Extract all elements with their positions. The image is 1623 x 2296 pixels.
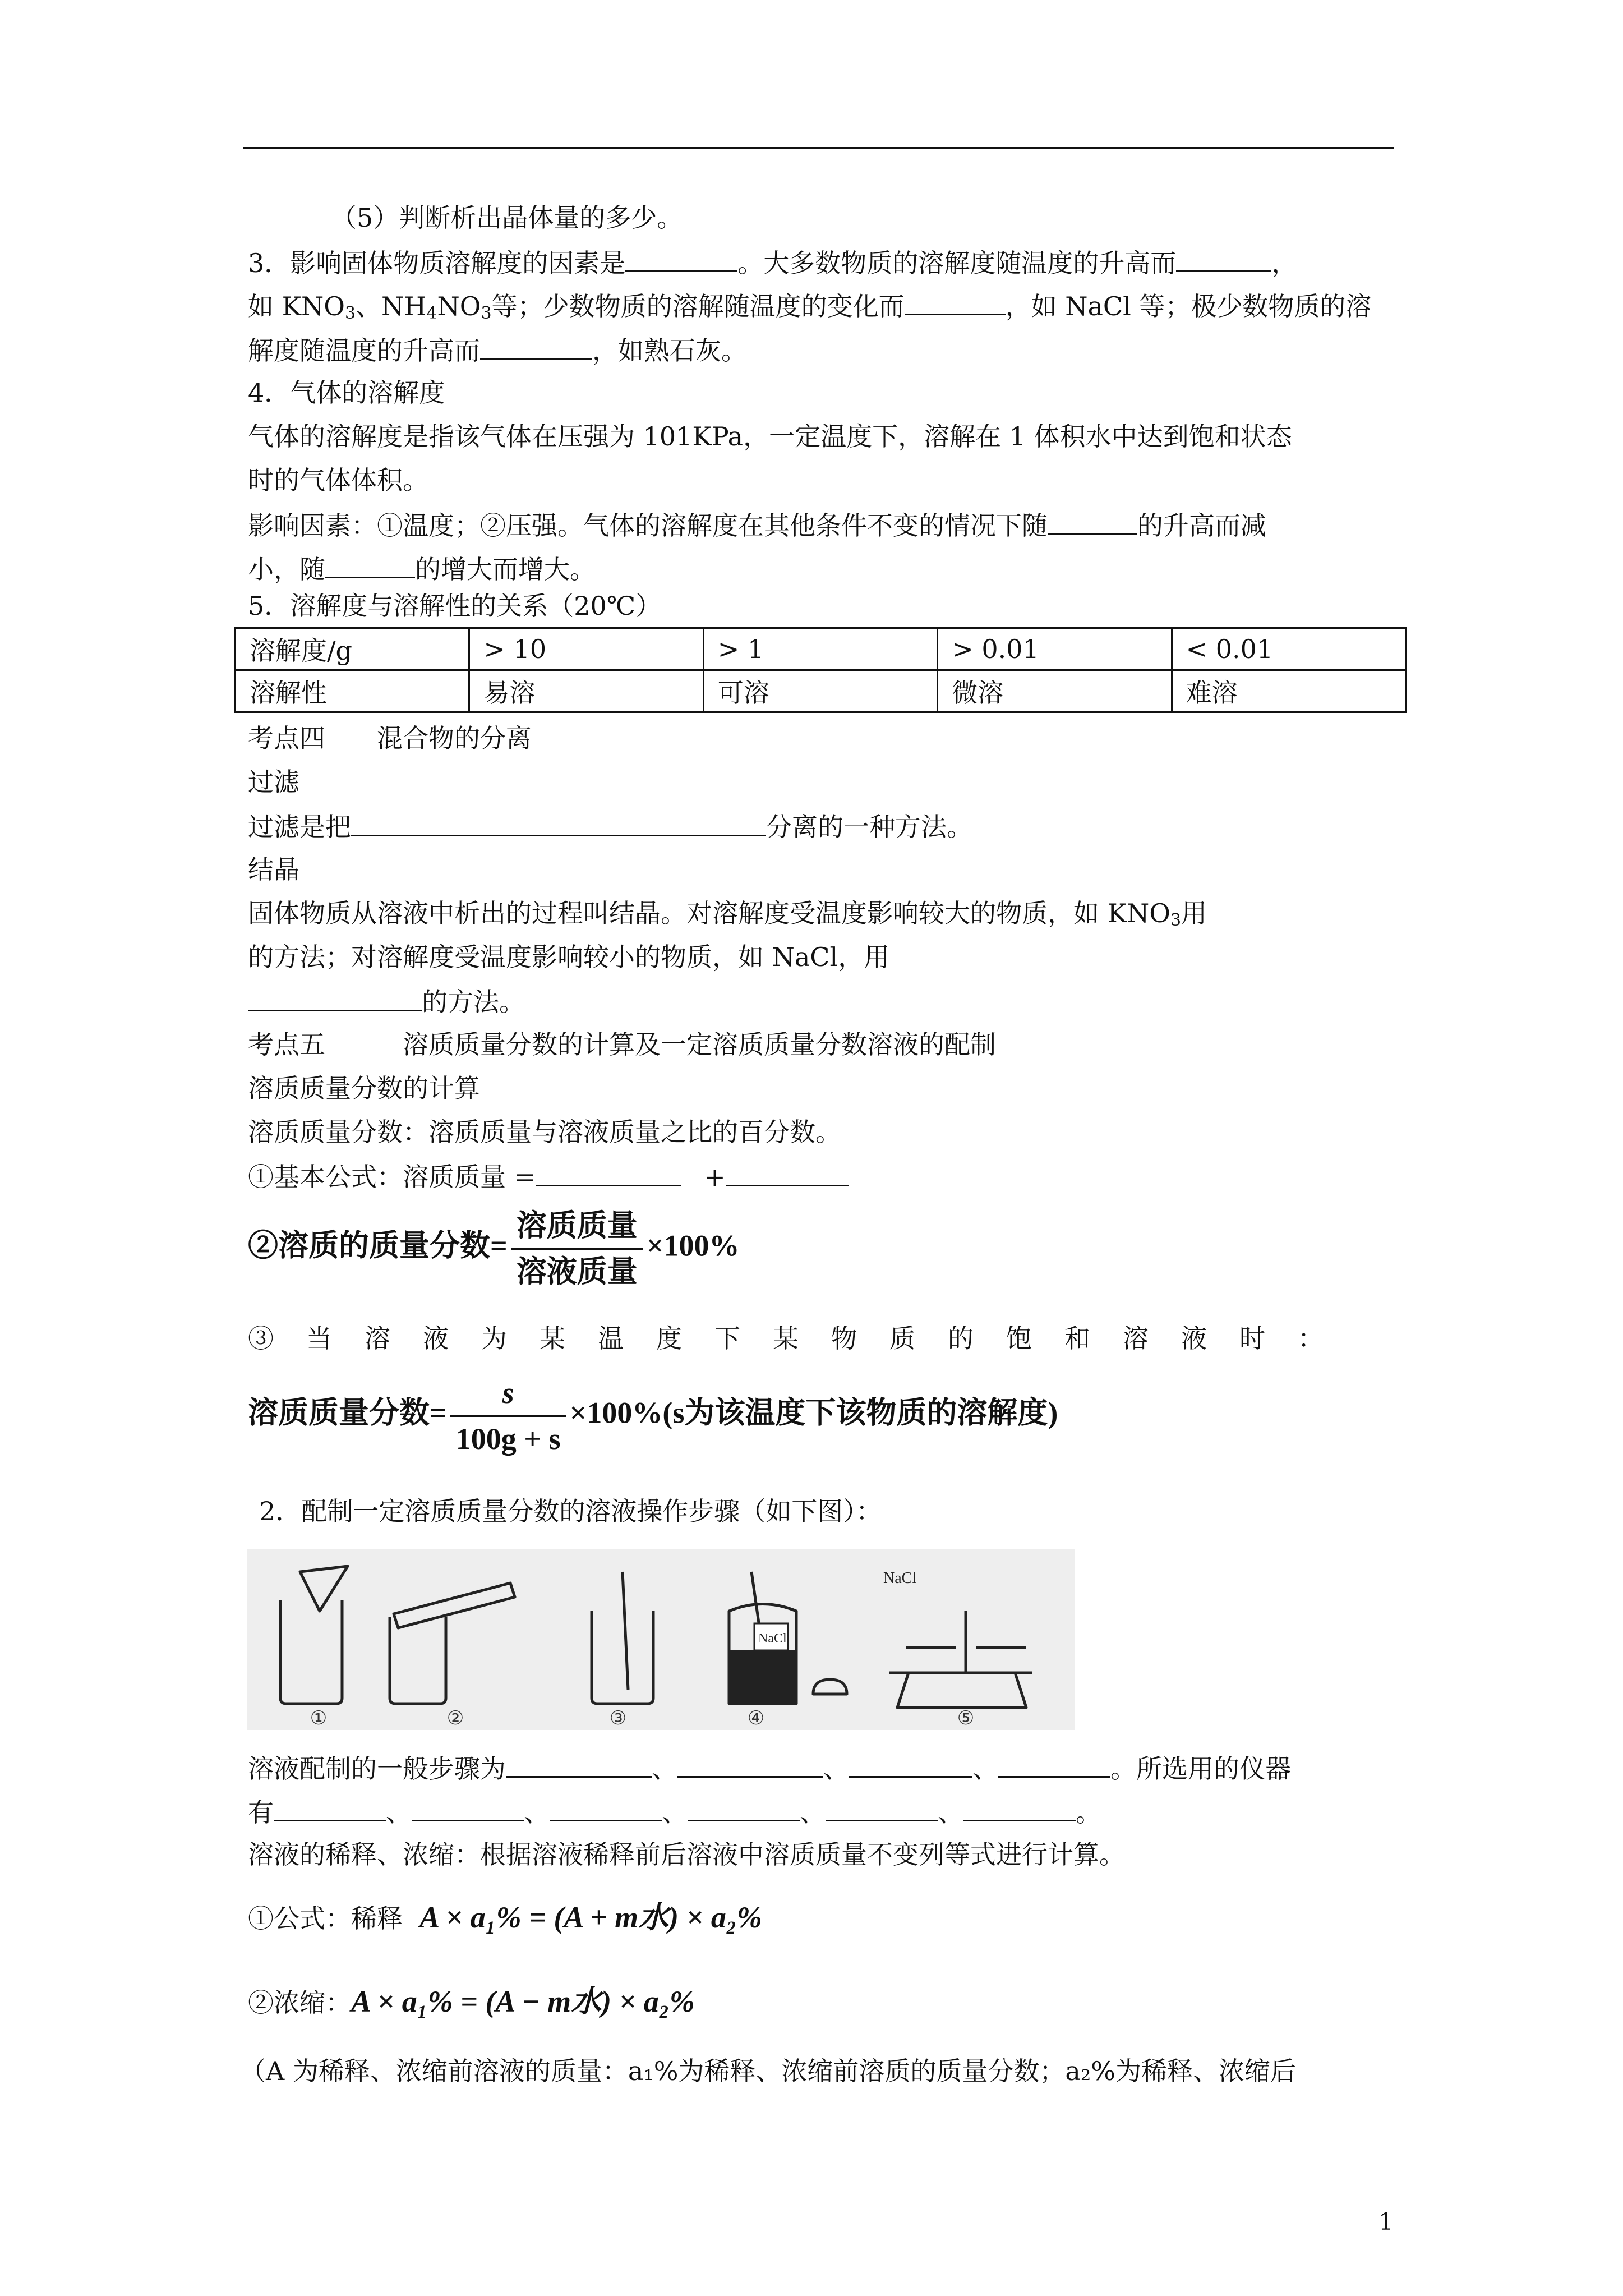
table-cell: > 0.01: [938, 628, 1172, 670]
lab-procedure-figure: [247, 1549, 1075, 1730]
balance-arms: [906, 1611, 1026, 1673]
table-cell: 溶解度/g: [236, 628, 469, 670]
table-cell: > 1: [703, 628, 937, 670]
figure-label-1: ①: [310, 1707, 328, 1729]
k4-cryst-line-1: 固体物质从溶液中析出的过程叫结晶。对溶解度受温度影响较大的物质，如 $KNO_3$用: [248, 898, 1207, 930]
k4-cryst-heading: 结晶: [248, 854, 299, 885]
beaker-2: [390, 1617, 446, 1704]
answer-blank[interactable]: [726, 1160, 849, 1186]
answer-blank[interactable]: [480, 333, 592, 360]
q4-para-2: 影响因素：①温度；②压强。气体的溶解度在其他条件不变的情况下随 的升高而减: [248, 508, 1266, 541]
page-number: 1: [1378, 2208, 1394, 2235]
answer-blank[interactable]: [325, 552, 415, 578]
beaker-3: [592, 1611, 653, 1704]
k4-title: 考点四 混合物的分离: [248, 723, 532, 753]
table-cell: 难溶: [1172, 670, 1405, 712]
answer-blank[interactable]: [1176, 246, 1271, 272]
formula-note: （A 为稀释、浓缩前溶液的质量：a₁%为稀释、浓缩前溶质的质量分数；a₂%为稀释、浓缩后: [240, 2056, 1296, 2086]
item-5: （5）判断析出晶体量的多少。: [331, 203, 683, 233]
answer-blank[interactable]: [826, 1795, 938, 1821]
prep-title: 2．配制一定溶质质量分数的溶液操作步骤（如下图）：: [259, 1496, 882, 1526]
table-row: [236, 670, 1406, 712]
table-cell: 可溶: [703, 670, 937, 712]
answer-blank[interactable]: [963, 1795, 1076, 1821]
beaker-1: [280, 1600, 342, 1704]
answer-blank[interactable]: [998, 1751, 1110, 1778]
fraction: $\frac{s}{100g + s}$: [450, 1373, 566, 1458]
answer-blank[interactable]: [274, 1795, 386, 1821]
k4-filter-heading: 过滤: [248, 767, 299, 797]
table-cell: 易溶: [469, 670, 703, 712]
answer-blank[interactable]: [625, 246, 737, 272]
concentration-formula: ②浓缩：A × a₁% = (A − m水) × a₂%: [248, 1985, 695, 2018]
answer-blank[interactable]: [905, 289, 1006, 315]
figure-label-4: ④: [747, 1707, 765, 1729]
answer-blank[interactable]: [506, 1751, 652, 1778]
table-row: [236, 628, 1406, 670]
scale-label: NaCl: [883, 1570, 917, 1587]
table-cell: < 0.01: [1172, 628, 1405, 670]
k4-filter-line: 过滤是把 分离的一种方法。: [248, 810, 972, 843]
k4-cryst-line-3: 的方法。: [248, 985, 525, 1018]
answer-blank[interactable]: [536, 1160, 681, 1186]
answer-blank[interactable]: [849, 1751, 972, 1778]
prep-instruments-line: 有 、 、 、 、 、 。: [248, 1795, 1101, 1828]
k5-formula-3: 溶质质量分数= $\frac{s}{100g + s}$ ×100%(s为该温度下该物质的溶解度): [248, 1373, 1058, 1458]
procedure-illustration: [247, 1549, 1075, 1730]
k5-formula-2: ②溶质的质量分数= $\frac{\text{溶质质量}}{\text{溶液质量}}$ ×100%: [248, 1206, 740, 1291]
answer-blank[interactable]: [677, 1751, 823, 1778]
answer-blank[interactable]: [248, 985, 422, 1011]
figure-label-2: ②: [446, 1707, 464, 1729]
bottle-label: NaCl: [758, 1631, 787, 1646]
dilution-rule: 溶液的稀释、浓缩：根据溶液稀释前后溶液中溶质质量不变列等式进行计算。: [248, 1839, 1125, 1870]
k5-subtitle: 溶质质量分数的计算: [248, 1073, 480, 1103]
answer-blank[interactable]: [688, 1795, 800, 1821]
k5-formula-3-text: ③ 当 溶 液 为 某 温 度 下 某 物 质 的 饱 和 溶 液 时 ：: [248, 1323, 1327, 1354]
glass-rod: [623, 1572, 628, 1690]
figure-label-3: ③: [609, 1707, 627, 1729]
paper-funnel: [300, 1566, 348, 1611]
k5-formula-1: ①基本公式：溶质质量 = +: [248, 1160, 849, 1193]
answer-blank[interactable]: [1048, 508, 1137, 535]
q3-line-3: 解度随温度的升高而 ，如熟石灰。: [248, 333, 747, 366]
q3-line-2: 如 $KNO_3$、$NH_4NO_3$等；少数物质的溶解随温度的变化而 ，如 NaCl 等；极少数物质的溶: [248, 289, 1371, 322]
header-rule: [243, 147, 1394, 149]
solubility-table: [234, 627, 1407, 713]
q4-para-1a: 气体的溶解度是指该气体在压强为 101KPa，一定温度下，溶解在 1 体积水中达到饱和状态: [248, 421, 1292, 452]
answer-blank[interactable]: [412, 1795, 524, 1821]
table-cell: 溶解性: [236, 670, 469, 712]
k5-definition: 溶质质量分数：溶质质量与溶液质量之比的百分数。: [248, 1117, 841, 1147]
bottle-stopper: [813, 1680, 847, 1694]
k5-title: 考点五 溶质质量分数的计算及一定溶质质量分数溶液的配制: [248, 1029, 996, 1060]
table-cell: 微溶: [938, 670, 1172, 712]
answer-blank[interactable]: [351, 810, 766, 836]
q4-para-3: 小，随 的增大而增大。: [248, 552, 596, 585]
k4-cryst-line-2: 的方法；对溶解度受温度影响较小的物质，如 NaCl，用: [248, 942, 890, 972]
q4-para-1b: 时的气体体积。: [248, 465, 428, 495]
q4-title: 4．气体的溶解度: [248, 378, 445, 408]
fraction: $\frac{\text{溶质质量}}{\text{溶液质量}}$: [511, 1206, 643, 1291]
table-cell: > 10: [469, 628, 703, 670]
q3-line-1: 3．影响固体物质溶解度的因素是 。大多数物质的溶解度随温度的升高而 ，: [248, 246, 1297, 279]
figure-label-5: ⑤: [957, 1707, 975, 1729]
q5-title: 5．溶解度与溶解性的关系（20℃）: [248, 591, 662, 621]
prep-steps-line: 溶液配制的一般步骤为 、 、 、 。所选用的仪器: [248, 1751, 1291, 1784]
cylinder: [394, 1583, 515, 1628]
bottle-contents: [730, 1650, 795, 1704]
balance-base: [889, 1673, 1032, 1708]
dilution-formula: ①公式：稀释 A × a₁% = (A + m水) × a₂%: [248, 1901, 762, 1934]
answer-blank[interactable]: [550, 1795, 662, 1821]
